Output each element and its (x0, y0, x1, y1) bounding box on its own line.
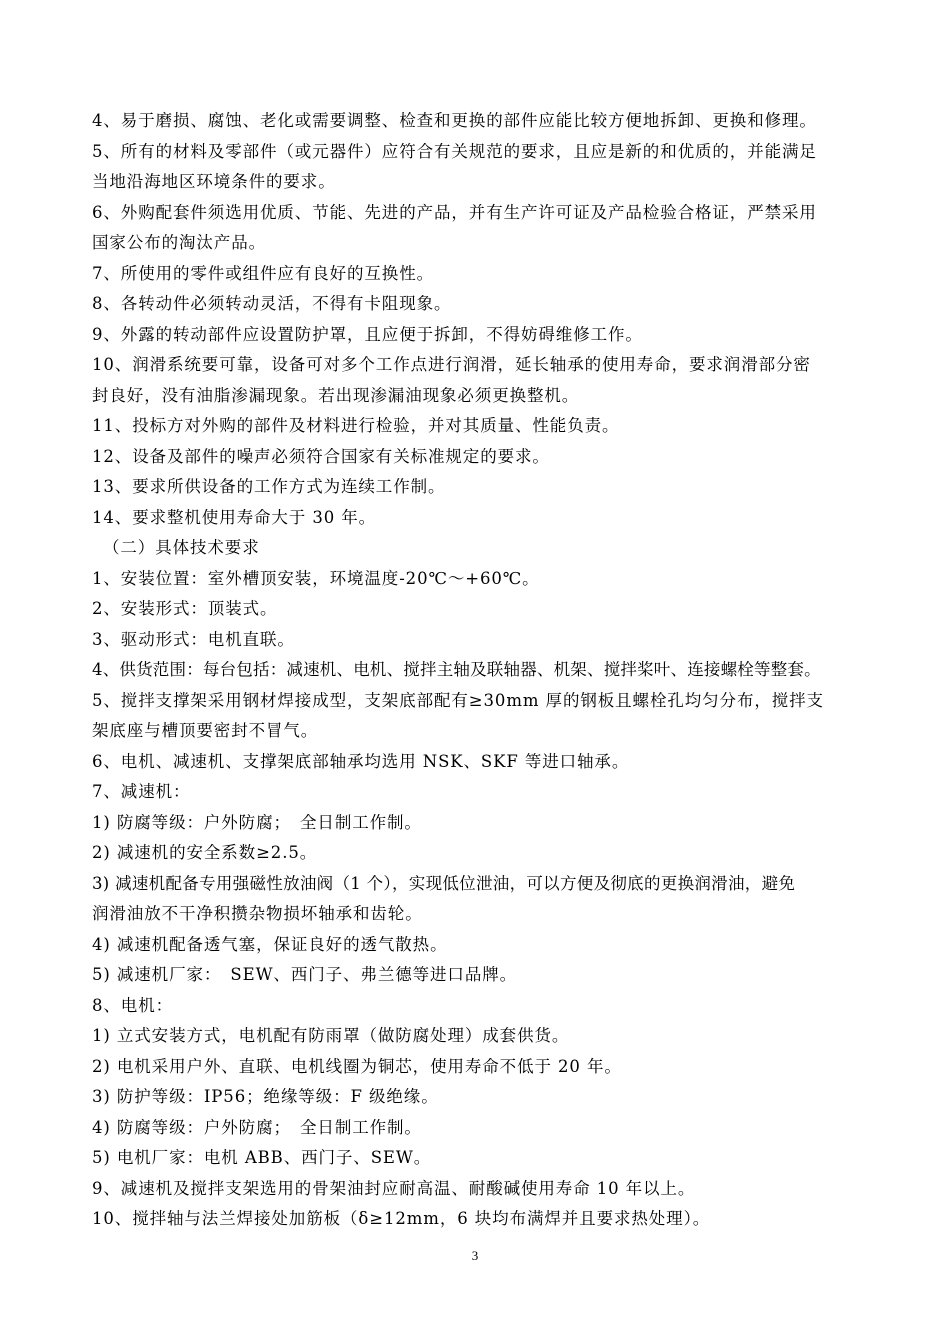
text-line: 3) 减速机配备专用强磁性放油阀（1 个），实现低位泄油，可以方便及彻底的更换润滑油，避免 (92, 873, 796, 893)
text-line: 架底座与槽顶要密封不冒气。 (92, 721, 319, 740)
text-line: 8、各转动件必须转动灵活，不得有卡阻现象。 (92, 294, 452, 313)
text-line: 润滑油放不干净积攒杂物损坏轴承和齿轮。 (92, 904, 423, 923)
text-line: 5、所有的材料及零部件（或元器件）应符合有关规范的要求，且应是新的和优质的，并能满足 (92, 141, 817, 161)
text-line: 5、搅拌支撑架采用钢材焊接成型，支架底部配有≥30mm 厚的钢板且螺栓孔均匀分布，搅拌支 (92, 690, 824, 710)
text-line: 8、电机： (92, 995, 173, 1015)
text-line: 7、减速机： (92, 782, 191, 801)
text-line: 2) 电机采用户外、直联、电机线圈为铜芯，使用寿命不低于 20 年。 (92, 1056, 622, 1076)
document-body (92, 106, 862, 1235)
text-line: 4、易于磨损、腐蚀、老化或需要调整、检查和更换的部件应能比较方便地拆卸、更换和修理。 (92, 111, 817, 130)
text-line: 9、减速机及搅拌支架选用的骨架油封应耐高温、耐酸碱使用寿命 10 年以上。 (92, 1178, 696, 1198)
text-line: 6、外购配套件须选用优质、节能、先进的产品，并有生产许可证及产品检验合格证，严禁采用 (92, 202, 817, 222)
text-line: 12、设备及部件的噪声必须符合国家有关标准规定的要求。 (92, 446, 550, 466)
text-line: 6、电机、减速机、支撑架底部轴承均选用 NSK、SKF 等进口轴承。 (92, 751, 630, 771)
text-line: 2) 减速机的安全系数≥2.5。 (92, 843, 318, 862)
text-line: 封良好，没有油脂渗漏现象。若出现渗漏油现象必须更换整机。 (92, 385, 580, 405)
text-line: 1) 防腐等级：户外防腐； 全日制工作制。 (92, 812, 422, 832)
text-line: 4) 减速机配备透气塞，保证良好的透气散热。 (92, 934, 448, 954)
page-number: 3 (471, 1248, 479, 1263)
section-heading: （二）具体技术要求 (103, 538, 260, 557)
text-line: 10、润滑系统要可靠，设备可对多个工作点进行润滑，延长轴承的使用寿命，要求润滑部分密 (92, 355, 811, 374)
text-line: 3) 防护等级：IP56；绝缘等级：F 级绝缘。 (92, 1087, 439, 1106)
text-line: 5) 减速机厂家： SEW、西门子、弗兰德等进口品牌。 (92, 965, 518, 984)
text-line: 14、要求整机使用寿命大于 30 年。 (92, 507, 377, 527)
text-line: 4、供货范围：每台包括：减速机、电机、搅拌主轴及联轴器、机架、搅拌桨叶、连接螺栓等整套。 (92, 660, 821, 679)
text-line: 2、安装形式：顶装式。 (92, 599, 278, 618)
text-line: 国家公布的淘汰产品。 (92, 233, 266, 252)
text-line: 11、投标方对外购的部件及材料进行检验，并对其质量、性能负责。 (92, 416, 620, 435)
text-line: 4) 防腐等级：户外防腐； 全日制工作制。 (92, 1117, 422, 1137)
text-line: 3、驱动形式：电机直联。 (92, 629, 295, 649)
text-line: 9、外露的转动部件应设置防护罩，且应便于拆卸，不得妨碍维修工作。 (92, 324, 643, 344)
text-line: 7、所使用的零件或组件应有良好的互换性。 (92, 263, 434, 283)
text-line: 10、搅拌轴与法兰焊接处加筋板（δ≥12mm，6 块均布满焊并且要求热处理）。 (92, 1209, 711, 1228)
text-line: 5) 电机厂家：电机 ABB、西门子、SEW。 (92, 1148, 432, 1167)
text-line: 1) 立式安装方式，电机配有防雨罩（做防腐处理）成套供货。 (92, 1026, 570, 1045)
text-line: 当地沿海地区环境条件的要求。 (92, 172, 336, 191)
text-line: 13、要求所供设备的工作方式为连续工作制。 (92, 477, 446, 496)
text-line: 1、安装位置：室外槽顶安装，环境温度-20℃～+60℃。 (92, 568, 540, 588)
